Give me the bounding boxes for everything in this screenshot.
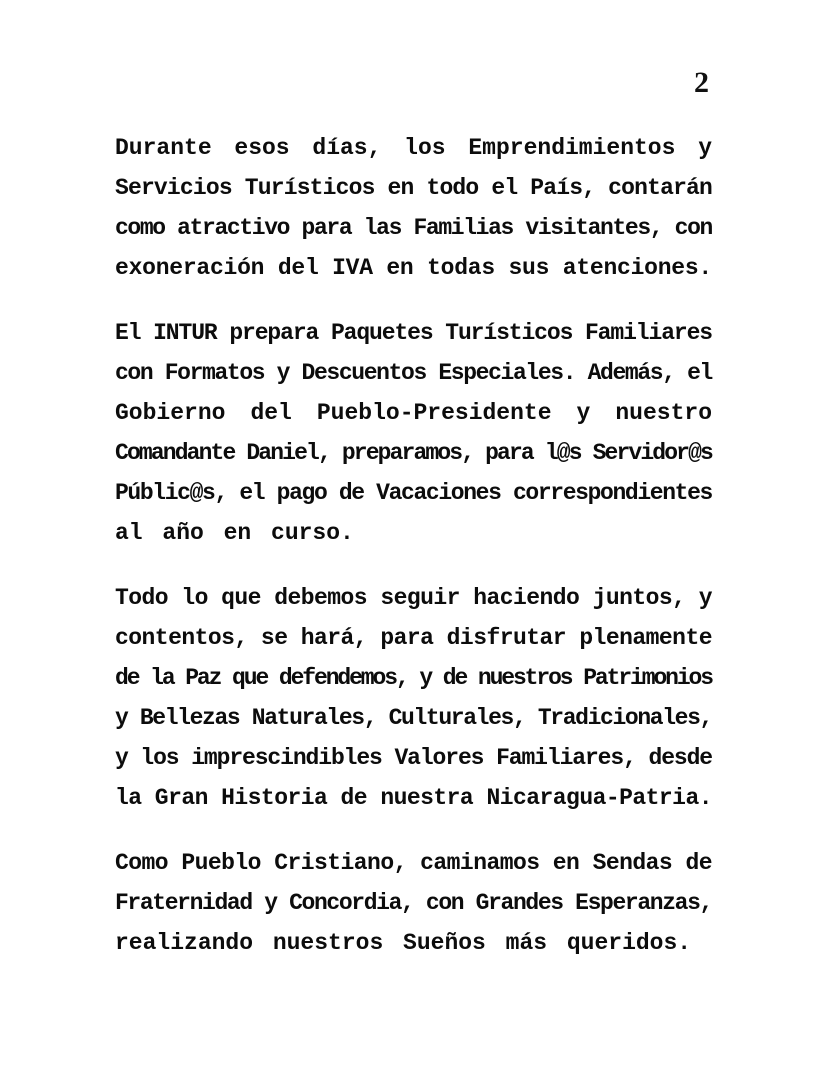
text-line: y Bellezas Naturales, Culturales, Tradicionales, <box>115 705 712 731</box>
text-line: como atractivo para las Familias visitantes, con <box>115 215 712 241</box>
text-line: Comandante Daniel, preparamos, para l@s Servidor@s <box>115 440 712 466</box>
text-line: con Formatos y Descuentos Especiales. Además, el <box>115 360 712 386</box>
paragraph <box>115 843 712 963</box>
text-line: Como Pueblo Cristiano, caminamos en Sendas de <box>115 850 712 876</box>
paragraph <box>115 128 712 288</box>
page-number: 2 <box>694 66 709 99</box>
document-body <box>115 128 712 988</box>
text-line: Durante esos días, los Emprendimientos y <box>115 135 712 161</box>
text-line: Públic@s, el pago de Vacaciones correspondientes <box>115 480 712 506</box>
text-line: Servicios Turísticos en todo el País, contarán <box>115 175 712 201</box>
text-line: exoneración del IVA en todas sus atenciones. <box>115 255 713 281</box>
text-line: realizando nuestros Sueños más queridos. <box>115 930 692 956</box>
text-line: contentos, se hará, para disfrutar plenamente <box>115 625 712 651</box>
text-line: de la Paz que defendemos, y de nuestros Patrimonios <box>115 665 712 691</box>
paragraph <box>115 578 712 818</box>
text-line: Todo lo que debemos seguir haciendo juntos, y <box>115 585 712 611</box>
text-line: la Gran Historia de nuestra Nicaragua-Patria. <box>115 785 712 811</box>
text-line: y los imprescindibles Valores Familiares, desde <box>115 745 713 771</box>
text-line: al año en curso. <box>115 520 354 546</box>
text-line: El INTUR prepara Paquetes Turísticos Familiares <box>115 320 713 346</box>
text-line: Fraternidad y Concordia, con Grandes Esperanzas, <box>115 890 712 916</box>
text-line: Gobierno del Pueblo-Presidente y nuestro <box>115 400 712 426</box>
paragraph <box>115 313 712 553</box>
